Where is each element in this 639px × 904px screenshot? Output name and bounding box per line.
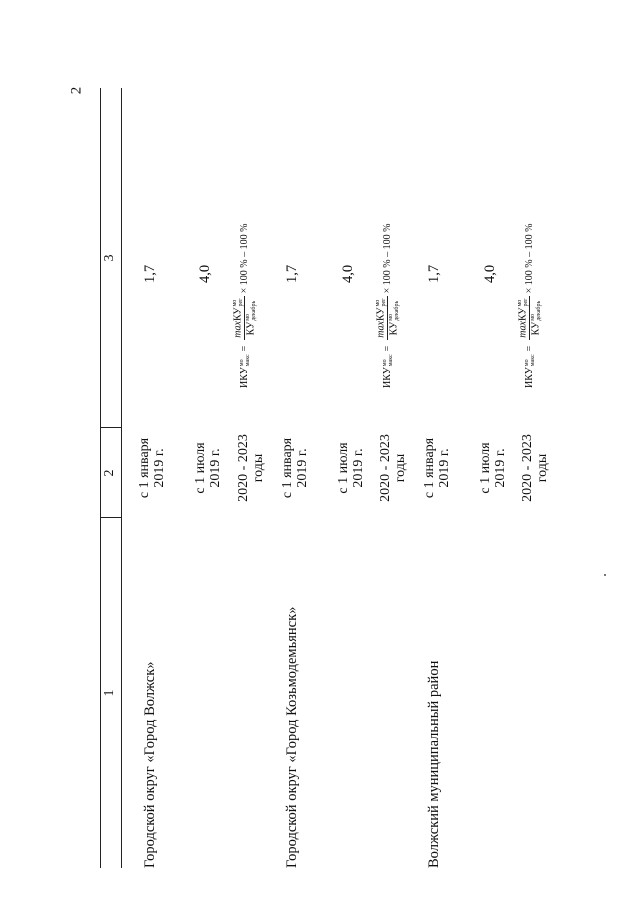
header-col-3: 3 xyxy=(102,254,117,262)
row-period: 2020 - 2023 годы xyxy=(520,434,550,502)
row-value: 4,0 xyxy=(482,264,498,283)
row-value: 4,0 xyxy=(197,264,213,283)
row-name: Волжский муниципальный район xyxy=(426,660,442,868)
row-period: с 1 января 2019 г. xyxy=(422,437,452,499)
rotated-table xyxy=(100,88,560,868)
row-period: с 1 января 2019 г. xyxy=(137,437,167,499)
row-period: с 1 июля 2019 г. xyxy=(193,442,223,494)
row-name: Городской округ «Город Козьмодемьянск» xyxy=(284,606,300,868)
row-period: с 1 января 2019 г. xyxy=(280,437,310,499)
row-value: 1,7 xyxy=(426,264,442,283)
formula: ИКУ мо макс = maxКУ мо рег КУ мо декабрь × 100 % – 100 % xyxy=(375,223,400,388)
row-value: 4,0 xyxy=(340,264,356,283)
header-bottom-rule xyxy=(121,88,122,868)
row-value: 1,7 xyxy=(142,264,158,283)
row-period: с 1 июля 2019 г. xyxy=(478,442,508,494)
table-top-rule xyxy=(100,88,101,868)
header-col-2: 2 xyxy=(102,469,117,477)
formula: ИКУ мо макс = maxКУ мо рег КУ мо декабрь × 100 % – 100 % xyxy=(517,223,542,388)
page-number: 2 xyxy=(68,86,85,95)
row-period: с 1 июля 2019 г. xyxy=(336,442,366,494)
header-col-1: 1 xyxy=(102,689,117,697)
formula: ИКУ мо макс = maxКУ мо рег КУ мо декабрь × 100 % – 100 % xyxy=(232,223,257,388)
row-period: 2020 - 2023 годы xyxy=(378,434,408,502)
row-name: Городской округ «Город Волжск» xyxy=(142,661,158,868)
row-value: 1,7 xyxy=(284,264,300,283)
scan-speck xyxy=(604,574,606,576)
row-period: 2020 - 2023 годы xyxy=(236,434,266,502)
